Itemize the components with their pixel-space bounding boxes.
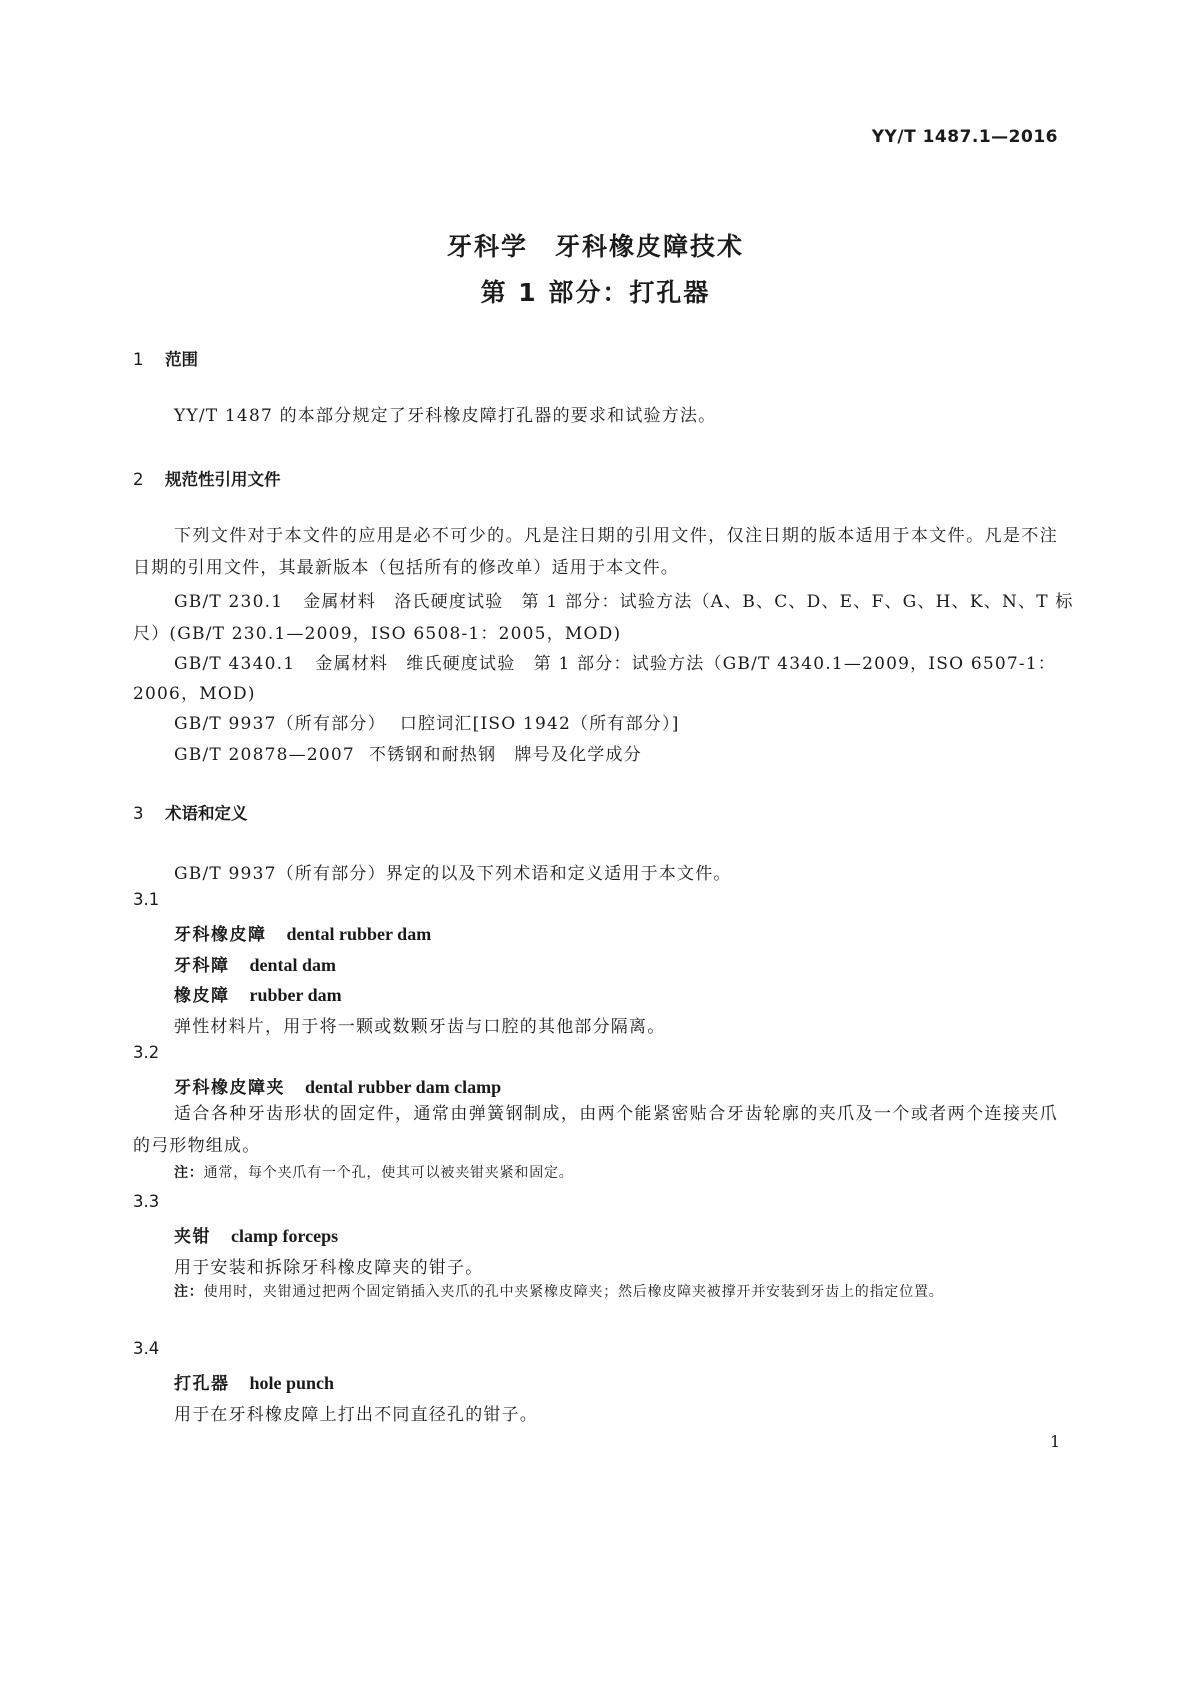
term-number: 3.4 xyxy=(133,1339,160,1358)
term-zh: 夹钳 xyxy=(174,1227,211,1247)
term-name xyxy=(174,920,431,945)
term-definition: 弹性材料片，用于将一颗或数颗牙齿与口腔的其他部分隔离。 xyxy=(174,1017,666,1037)
title-line-2: 第 1 部分：打孔器 xyxy=(480,278,711,307)
term-en: dental rubber dam clamp xyxy=(305,1077,502,1097)
reference-code: GB/T 4340.1 xyxy=(174,654,296,674)
term-definition: 用于安装和拆除牙科橡皮障夹的钳子。 xyxy=(174,1258,484,1278)
reference-item xyxy=(174,649,1056,674)
reference-continuation: 2006，MOD) xyxy=(133,684,256,704)
note-text: 通常，每个夹爪有一个孔，使其可以被夹钳夹紧和固定。 xyxy=(203,1165,574,1181)
term-en: dental rubber dam xyxy=(286,924,432,944)
section-1-text: YY/T 1487 的本部分规定了牙科橡皮障打孔器的要求和试验方法。 xyxy=(174,406,717,426)
note-text: 使用时，夹钳通过把两个固定销插入夹爪的孔中夹紧橡皮障夹；然后橡皮障夹被撑开并安装到牙齿上的指定位置。 xyxy=(203,1284,944,1300)
section-number: 2 xyxy=(133,470,144,489)
section-3-heading xyxy=(133,800,248,824)
section-title: 范围 xyxy=(165,350,198,369)
term-note xyxy=(174,1278,1058,1306)
note-label: 注： xyxy=(174,1165,204,1181)
term-name xyxy=(174,951,336,976)
term-zh: 牙科障 xyxy=(174,956,230,976)
reference-title: 口腔词汇[ISO 1942（所有部分）] xyxy=(399,714,680,734)
section-3-intro: GB/T 9937（所有部分）界定的以及下列术语和定义适用于本文件。 xyxy=(174,864,732,884)
section-title: 规范性引用文件 xyxy=(165,470,281,489)
term-name xyxy=(174,981,342,1006)
term-name xyxy=(174,1369,334,1394)
section-1-heading xyxy=(133,346,198,370)
term-zh: 牙科橡皮障夹 xyxy=(174,1078,285,1098)
reference-title: 金属材料 维氏硬度试验 第 1 部分：试验方法（GB/T 4340.1—2009，ISO 6507-1： xyxy=(315,654,1057,674)
reference-code: GB/T 9937（所有部分） xyxy=(174,714,386,734)
term-name xyxy=(174,1073,501,1098)
reference-title: 不锈钢和耐热钢 牌号及化学成分 xyxy=(368,745,642,765)
term-definition: 适合各种牙齿形状的固定件，通常由弹簧钢制成，由两个能紧密贴合牙齿轮廓的夹爪及一个或者两个连接夹爪的弓形物组成。 xyxy=(133,1104,1058,1156)
term-number: 3.3 xyxy=(133,1192,160,1211)
reference-item xyxy=(174,709,680,734)
term-zh: 牙科橡皮障 xyxy=(174,925,267,945)
reference-continuation: 尺）(GB/T 230.1—2009，ISO 6508-1：2005，MOD) xyxy=(133,624,622,644)
reference-code: GB/T 230.1 xyxy=(174,592,284,612)
term-en: rubber dam xyxy=(249,985,342,1005)
section-2-heading xyxy=(133,466,281,490)
title-line-1: 牙科学 牙科橡皮障技术 xyxy=(446,232,744,261)
term-note xyxy=(174,1159,1058,1187)
term-en: dental dam xyxy=(249,955,337,975)
standard-code: YY/T 1487.1—2016 xyxy=(871,127,1058,147)
note-label: 注： xyxy=(174,1284,204,1300)
page-number: 1 xyxy=(1050,1432,1061,1451)
section-number: 3 xyxy=(133,804,144,823)
section-number: 1 xyxy=(133,350,144,369)
term-name xyxy=(174,1222,338,1247)
reference-item xyxy=(174,587,1074,612)
reference-item xyxy=(174,740,642,765)
term-number: 3.1 xyxy=(133,890,160,909)
term-number: 3.2 xyxy=(133,1043,160,1062)
term-en: hole punch xyxy=(249,1373,335,1393)
section-2-intro: 下列文件对于本文件的应用是必不可少的。凡是注日期的引用文件，仅注日期的版本适用于本文件。凡是不注日期的引用文件，其最新版本（包括所有的修改单）适用于本文件。 xyxy=(133,526,1058,578)
section-title: 术语和定义 xyxy=(165,804,248,823)
reference-code: GB/T 20878—2007 xyxy=(174,745,355,765)
term-definition: 用于在牙科橡皮障上打出不同直径孔的钳子。 xyxy=(174,1405,538,1425)
term-en: clamp forceps xyxy=(231,1226,339,1246)
term-zh: 打孔器 xyxy=(174,1374,230,1394)
reference-title: 金属材料 洛氏硬度试验 第 1 部分：试验方法（A、B、C、D、E、F、G、H、K、N、T 标 xyxy=(303,592,1074,612)
term-zh: 橡皮障 xyxy=(174,986,230,1006)
